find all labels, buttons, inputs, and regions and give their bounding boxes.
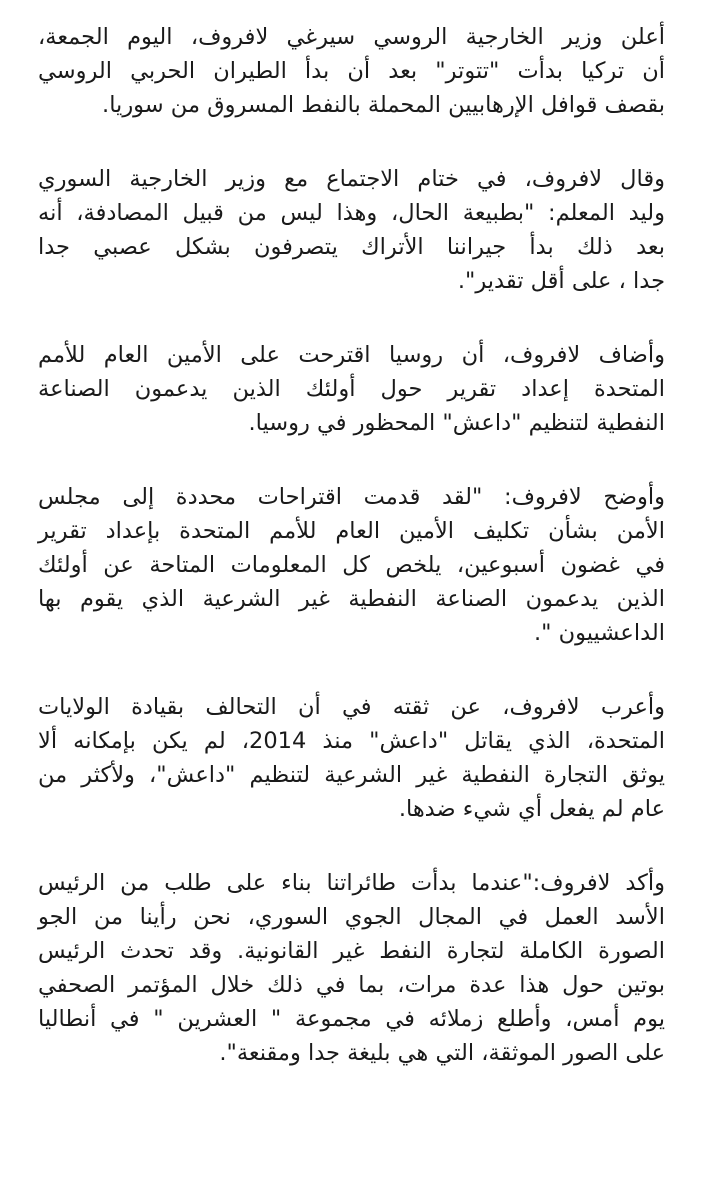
text-line: الأسد العمل في المجال الجوي السوري، نحن رأينا من الجو bbox=[38, 904, 665, 930]
text-line: وأكد لافروف:"عندما بدأت طائراتنا بناء على طلب من الرئيس bbox=[38, 870, 665, 896]
text-line: وأضاف لافروف، أن روسيا اقترحت على الأمين العام للأمم bbox=[38, 342, 665, 368]
text-line: بعد ذلك بدأ جيراننا الأتراك يتصرفون بشكل عصبي جدا bbox=[38, 234, 665, 260]
text-line: الذين يدعمون الصناعة النفطية غير الشرعية الذي يقوم بها bbox=[38, 586, 665, 612]
article-paragraph-1 bbox=[38, 20, 665, 122]
text-line: يوم أمس، وأطلع زملائه في مجموعة " العشرين " في أنطاليا bbox=[38, 1006, 665, 1032]
text-line: أن تركيا بدأت "تتوتر" بعد أن بدأ الطيران الحربي الروسي bbox=[38, 58, 665, 84]
article-paragraph-3 bbox=[38, 338, 665, 440]
text-line: الصورة الكاملة لتجارة النفط غير القانونية. وقد تحدث الرئيس bbox=[38, 938, 665, 964]
text-line: وأوضح لافروف: "لقد قدمت اقتراحات محددة إلى مجلس bbox=[38, 484, 665, 510]
text-line: في غضون أسبوعين، يلخص كل المعلومات المتاحة عن أولئك bbox=[38, 552, 665, 578]
article-paragraph-5 bbox=[38, 690, 665, 826]
text-line: وأعرب لافروف، عن ثقته في أن التحالف بقيادة الولايات bbox=[38, 694, 665, 720]
text-line: الداعشييون ". bbox=[533, 620, 665, 646]
text-line: المتحدة إعداد تقرير حول أولئك الذين يدعمون الصناعة bbox=[38, 376, 665, 402]
text-line: الأمن بشأن تكليف الأمين العام للأمم المتحدة بإعداد تقرير bbox=[38, 518, 665, 544]
text-line: جدا ، على أقل تقدير". bbox=[457, 268, 665, 294]
text-line: بقصف قوافل الإرهابيين المحملة بالنفط المسروق من سوريا. bbox=[102, 92, 665, 118]
text-line: بوتين حول هذا عدة مرات، بما في ذلك خلال المؤتمر الصحفي bbox=[38, 972, 665, 998]
text-line: المتحدة، الذي يقاتل "داعش" منذ 2014، لم يكن بإمكانه ألا bbox=[38, 728, 665, 754]
text-line: أعلن وزير الخارجية الروسي سيرغي لافروف، اليوم الجمعة، bbox=[38, 24, 665, 50]
text-line: على الصور الموثقة، التي هي بليغة جدا ومقنعة". bbox=[219, 1040, 665, 1066]
text-line: وقال لافروف، في ختام الاجتماع مع وزير الخارجية السوري bbox=[38, 166, 665, 192]
text-line: وليد المعلم: "بطبيعة الحال، وهذا ليس من قبيل المصادفة، أنه bbox=[38, 200, 665, 226]
text-line: يوثق التجارة النفطية غير الشرعية لتنظيم "داعش"، ولأكثر من bbox=[38, 762, 665, 788]
article-paragraph-2 bbox=[38, 162, 665, 298]
text-line: عام لم يفعل أي شيء ضدها. bbox=[398, 796, 665, 822]
text-line: النفطية لتنظيم "داعش" المحظور في روسيا. bbox=[248, 410, 665, 436]
article-paragraph-4 bbox=[38, 480, 665, 650]
article-paragraph-6 bbox=[38, 866, 665, 1070]
